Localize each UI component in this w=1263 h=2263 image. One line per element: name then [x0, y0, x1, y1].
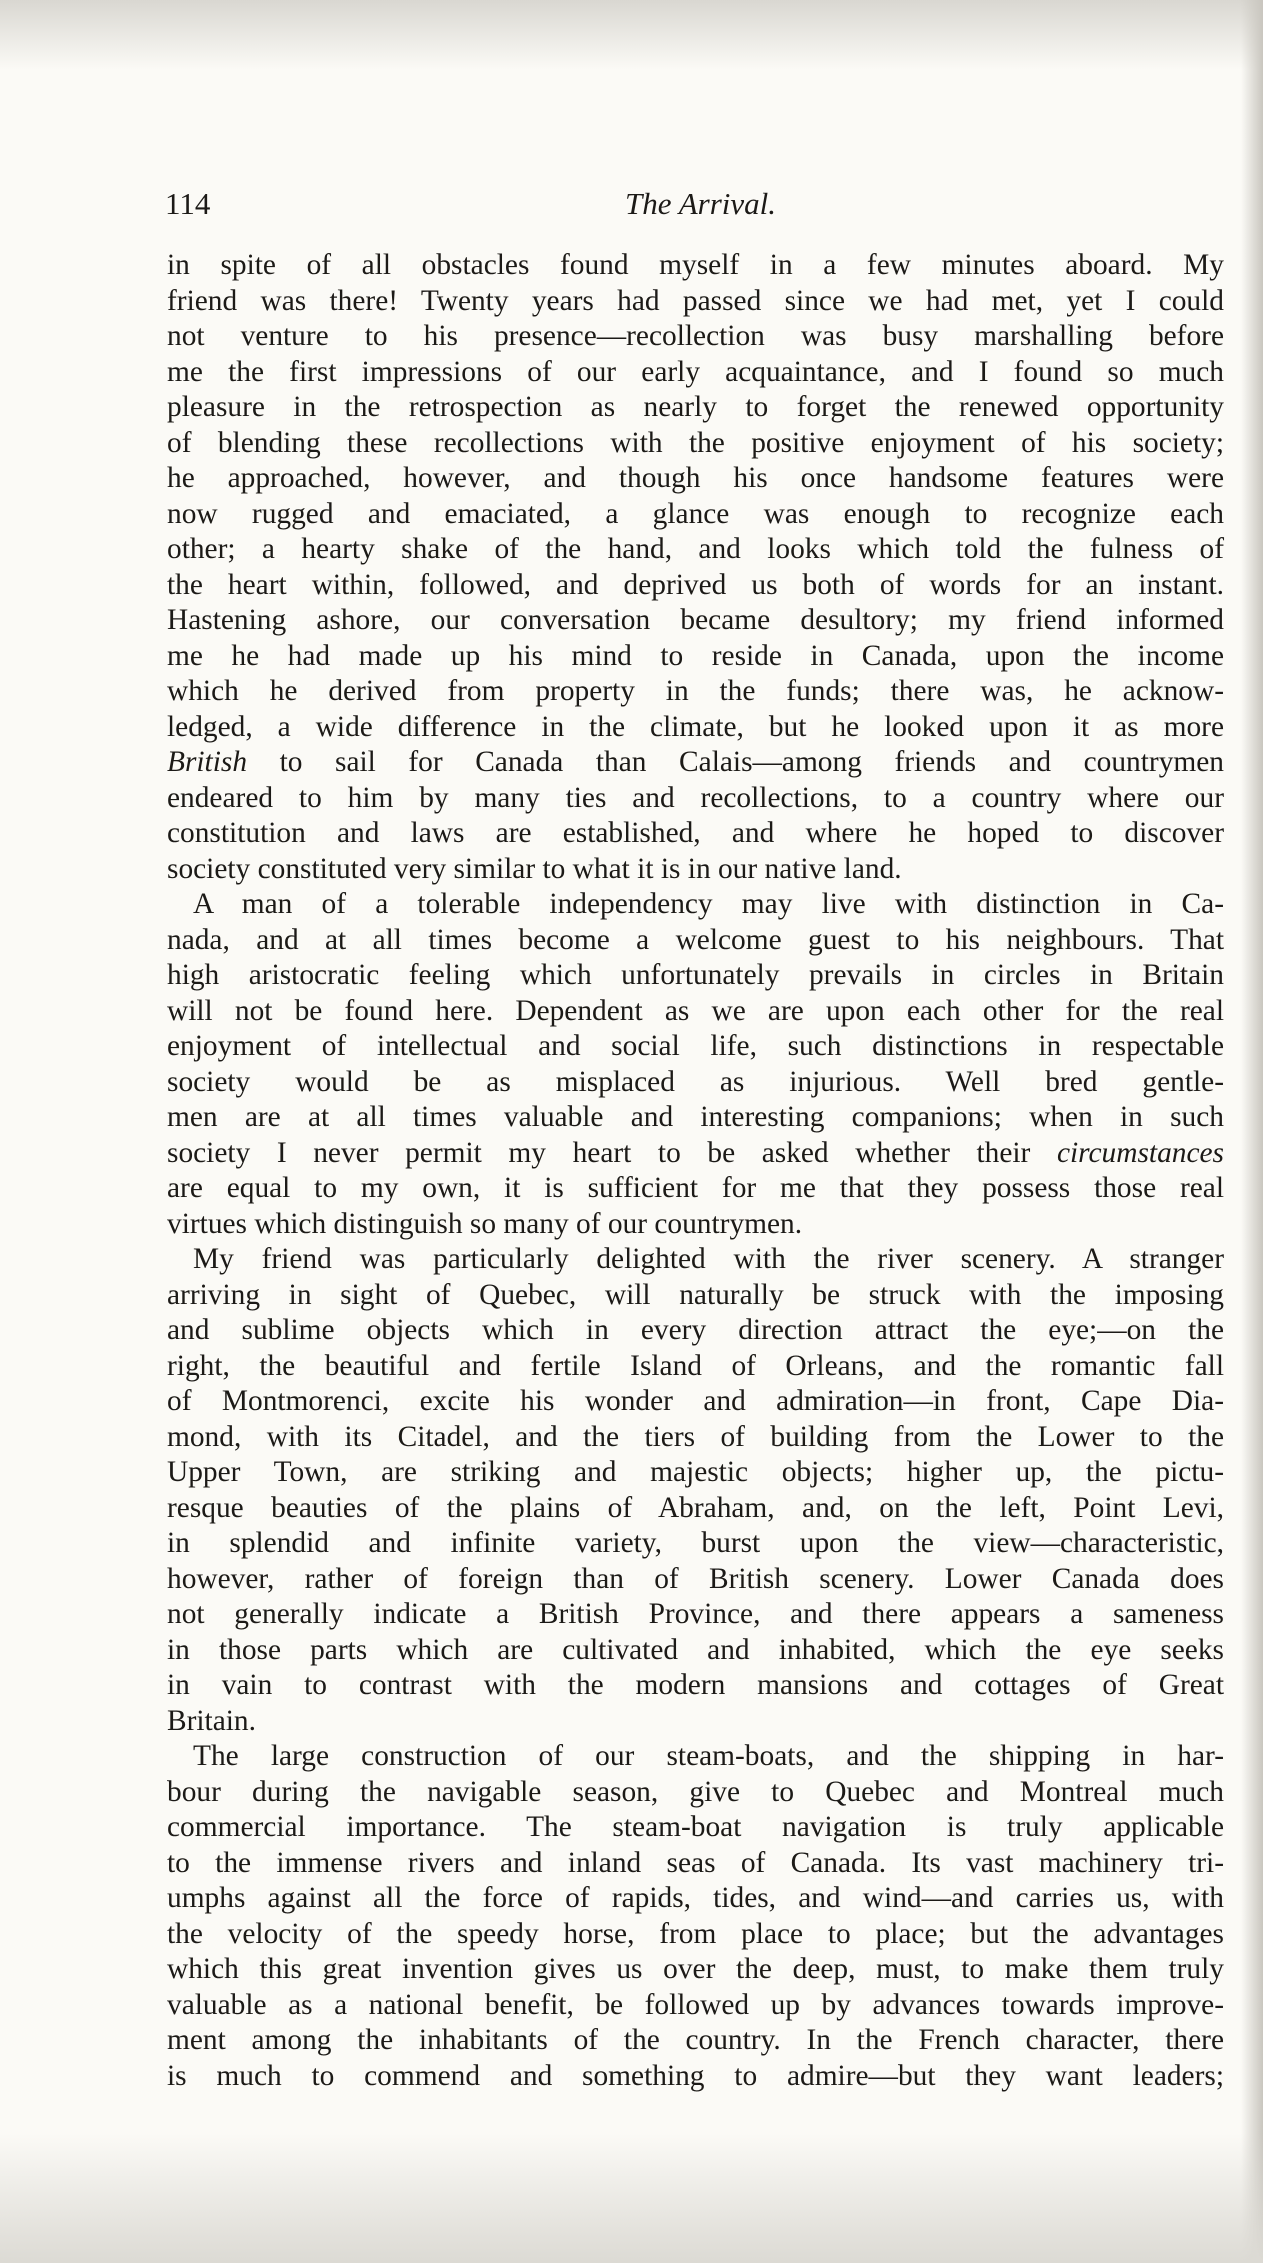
text-line: society would be as misplaced as injurious. Well bred gentle-: [167, 1065, 1224, 1098]
text-line: men are at all times valuable and interesting companions; when in such: [167, 1101, 1224, 1133]
text-line: right, the beautiful and fertile Island of Orleans, and the romantic fall: [167, 1349, 1224, 1382]
text-line: endeared to him by many ties and recollections, to a country where our: [167, 781, 1224, 814]
text-line: is much to commend and something to admire—but they want leaders;: [167, 2059, 1224, 2092]
text-line: and sublime objects which in every direction attract the eye;—on the: [167, 1314, 1224, 1346]
page-edge-shadow-top: [0, 0, 1263, 70]
text-line: valuable as a national benefit, be followed up by advances towards improve-: [167, 1988, 1224, 2021]
text-line: ledged, a wide difference in the climate, but he looked upon it as more: [167, 710, 1224, 743]
text-line: pleasure in the retrospection as nearly to forget the renewed opportunity: [167, 391, 1224, 423]
running-title: The Arrival.: [625, 186, 776, 221]
text-line: mond, with its Citadel, and the tiers of building from the Lower to the: [167, 1420, 1224, 1453]
text-line: in splendid and infinite variety, burst upon the view—characteristic,: [167, 1527, 1224, 1559]
text-line: constitution and laws are established, and where he hoped to discover: [167, 817, 1224, 849]
italic-emphasis: British: [167, 746, 248, 778]
text-line: virtues which distinguish so many of our countrymen.: [167, 1207, 803, 1240]
text-line: umphs against all the force of rapids, tides, and wind—and carries us, with: [167, 1882, 1224, 1914]
page-number: 114: [165, 186, 211, 221]
text-line: which he derived from property in the funds; there was, he acknow-: [167, 675, 1224, 707]
text-line: Britain.: [167, 1704, 256, 1737]
text-line: Upper Town, are striking and majestic objects; higher up, the pictu-: [167, 1456, 1224, 1488]
text-line: he approached, however, and though his once handsome features were: [167, 462, 1224, 494]
text-line: high aristocratic feeling which unfortunately prevails in circles in Britain: [167, 959, 1224, 991]
page-header: [165, 186, 1225, 230]
text-line: which this great invention gives us over the deep, must, to make them truly: [167, 1953, 1224, 1985]
page-edge-shadow-right: [1241, 0, 1263, 2263]
text-line: however, rather of foreign than of British scenery. Lower Canada does: [167, 1562, 1224, 1595]
text-line: not venture to his presence—recollection was busy marshalling before: [167, 320, 1224, 352]
text-line: British to sail for Canada than Calais—among friends and countrymen: [167, 746, 1224, 778]
text-line: in those parts which are cultivated and inhabited, which the eye seeks: [167, 1633, 1224, 1666]
text-line: nada, and at all times become a welcome guest to his neighbours. That: [167, 923, 1224, 956]
text-line: commercial importance. The steam-boat navigation is truly applicable: [167, 1811, 1224, 1843]
text-line: enjoyment of intellectual and social life, such distinctions in respectable: [167, 1030, 1224, 1062]
text-line: to the immense rivers and inland seas of Canada. Its vast machinery tri-: [167, 1846, 1224, 1879]
text-line: friend was there! Twenty years had passed since we had met, yet I could: [167, 284, 1224, 317]
text-line: of Montmorenci, excite his wonder and admiration—in front, Cape Dia-: [167, 1385, 1224, 1417]
text-line: the heart within, followed, and deprived us both of words for an instant.: [167, 568, 1224, 601]
text-line: other; a hearty shake of the hand, and looks which told the fulness of: [167, 533, 1224, 565]
italic-emphasis: circumstances: [1056, 1136, 1224, 1169]
text-line: Hastening ashore, our conversation became desultory; my friend informed: [167, 604, 1224, 636]
text-line: bour during the navigable season, give to Quebec and Montreal much: [167, 1775, 1224, 1808]
text-line: in spite of all obstacles found myself in a few minutes aboard. My: [167, 249, 1224, 281]
paragraph-start-line: My friend was particularly delighted with the river scenery. A stranger: [193, 1243, 1224, 1275]
text-line: arriving in sight of Quebec, will naturally be struck with the imposing: [167, 1278, 1224, 1311]
text-line: will not be found here. Dependent as we are upon each other for the real: [167, 994, 1224, 1027]
text-line: now rugged and emaciated, a glance was enough to recognize each: [167, 497, 1224, 530]
paragraph-start-line: The large construction of our steam-boats, and the shipping in har-: [193, 1740, 1224, 1772]
text-line: me he had made up his mind to reside in Canada, upon the income: [167, 639, 1224, 672]
text-line: society constituted very similar to what it is in our native land.: [167, 852, 902, 885]
text-line: the velocity of the speedy horse, from place to place; but the advantages: [167, 1917, 1224, 1950]
body-text: [167, 248, 1224, 2158]
text-line: resque beauties of the plains of Abraham, and, on the left, Point Levi,: [167, 1491, 1224, 1524]
text-line: me the first impressions of our early acquaintance, and I found so much: [167, 355, 1224, 388]
text-line: society I never permit my heart to be asked whether their circumstances: [167, 1136, 1224, 1169]
text-line: in vain to contrast with the modern mansions and cottages of Great: [167, 1669, 1224, 1701]
text-line: are equal to my own, it is sufficient for me that they possess those real: [167, 1172, 1224, 1204]
text-line: of blending these recollections with the positive enjoyment of his society;: [167, 426, 1224, 459]
text-line: not generally indicate a British Province, and there appears a sameness: [167, 1598, 1224, 1630]
text-line: ment among the inhabitants of the country. In the French character, there: [167, 2024, 1224, 2056]
paragraph-start-line: A man of a tolerable independency may live with distinction in Ca-: [193, 888, 1224, 920]
